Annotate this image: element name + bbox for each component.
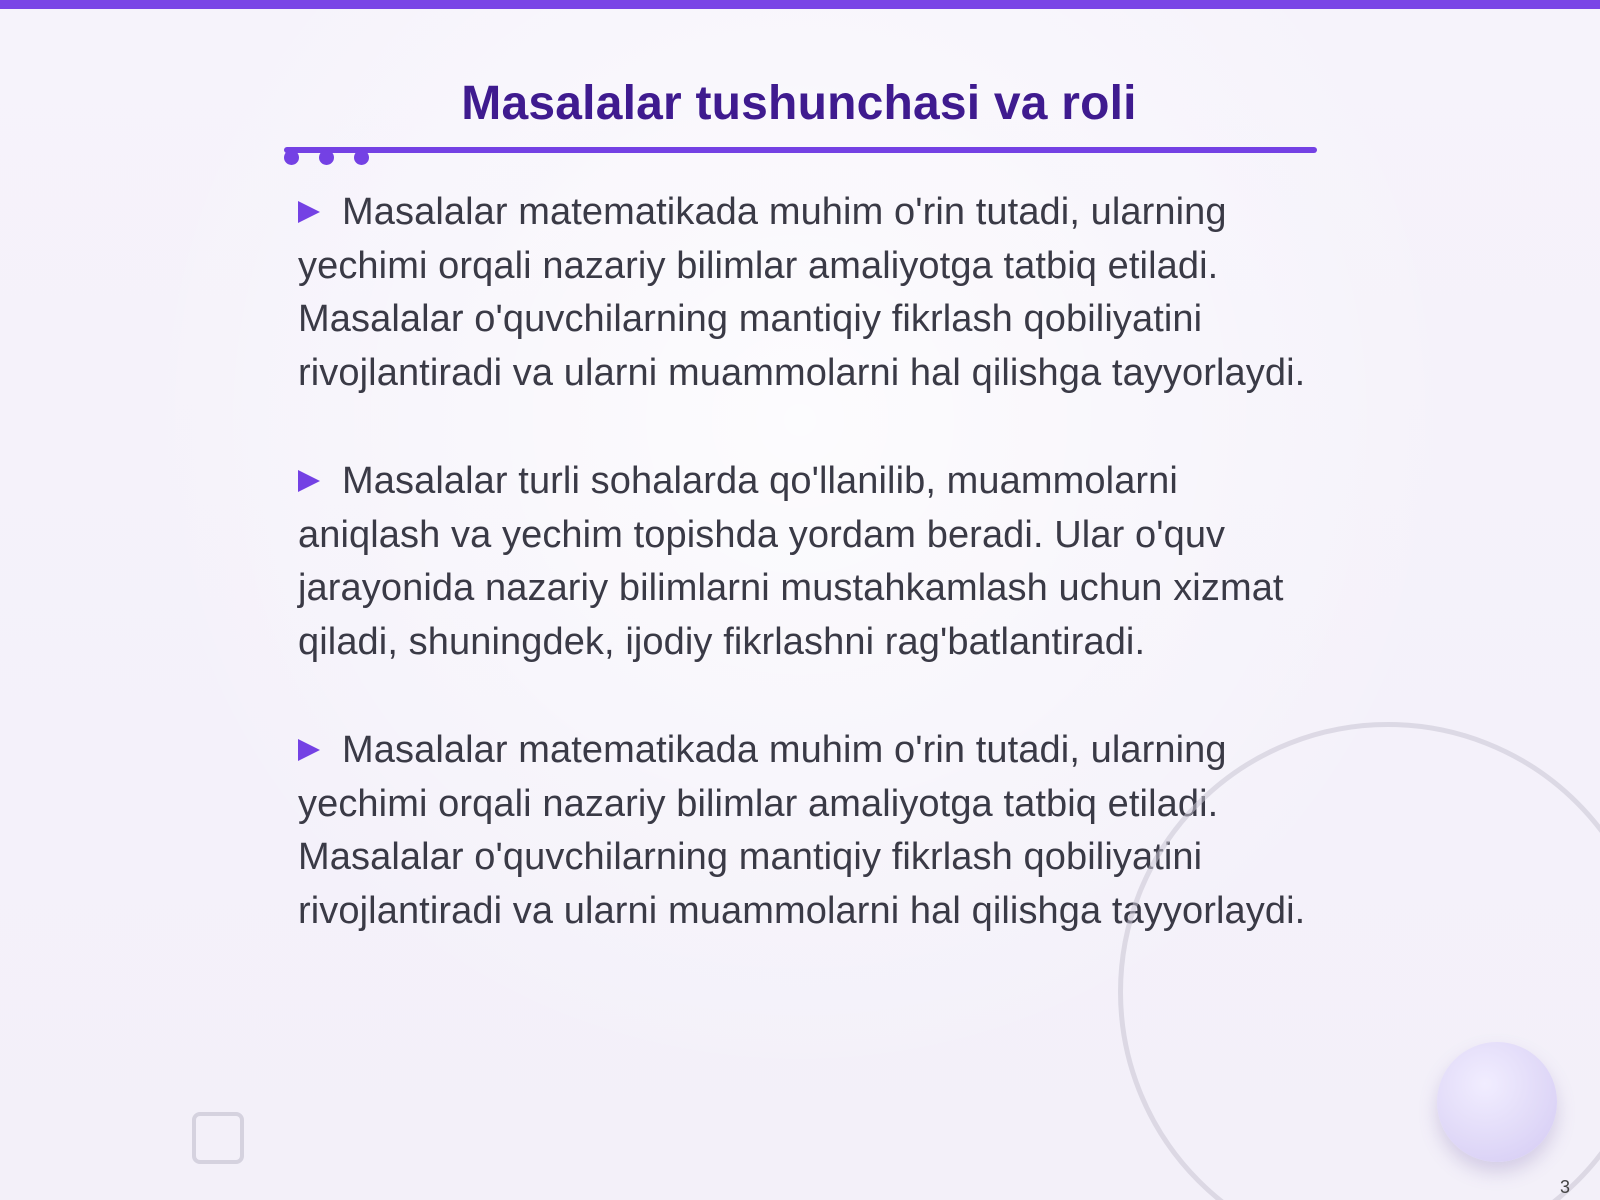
bullet-text: Masalalar matematikada muhim o'rin tutadi, ularning yechimi orqali nazariy bilimlar amaliyotga tatbiq etiladi. Masalalar o'quvchilarning mantiqiy fikrlash qobiliyatini rivojlantiradi va ularni muammolarni hal qilishga tayyorlaydi. <box>298 729 1306 932</box>
triangle-right-icon <box>298 201 320 223</box>
decorative-square <box>192 1112 244 1164</box>
bullet-item-2 <box>298 455 1308 669</box>
bullet-text: Masalalar matematikada muhim o'rin tutadi, ularning yechimi orqali nazariy bilimlar amaliyotga tatbiq etiladi. Masalalar o'quvchilarning mantiqiy fikrlash qobiliyatini rivojlantiradi va ularni muammolarni hal qilishga tayyorlaydi. <box>298 191 1306 394</box>
top-accent-bar <box>0 0 1600 9</box>
decorative-sphere <box>1437 1042 1557 1162</box>
bullet-text: Masalalar turli sohalarda qo'llanilib, muammolarni aniqlash va yechim topishda yordam beradi. Ular o'quv jarayonida nazariy bilimlarni mustahkamlash uchun xizmat qiladi, shuningdek, ijodiy fikrlashni rag'batlantiradi. <box>298 460 1284 663</box>
page-number: 3 <box>1559 1177 1570 1197</box>
dot-icon <box>284 150 299 165</box>
dot-icon <box>319 150 334 165</box>
triangle-right-icon <box>298 470 320 492</box>
bullet-item-1 <box>298 186 1308 400</box>
dot-icon <box>354 150 369 165</box>
title-underline <box>284 147 1317 153</box>
slide-title: Masalalar tushunchasi va roli <box>461 77 1137 130</box>
decorative-dots <box>284 150 384 166</box>
triangle-right-icon <box>298 739 320 761</box>
